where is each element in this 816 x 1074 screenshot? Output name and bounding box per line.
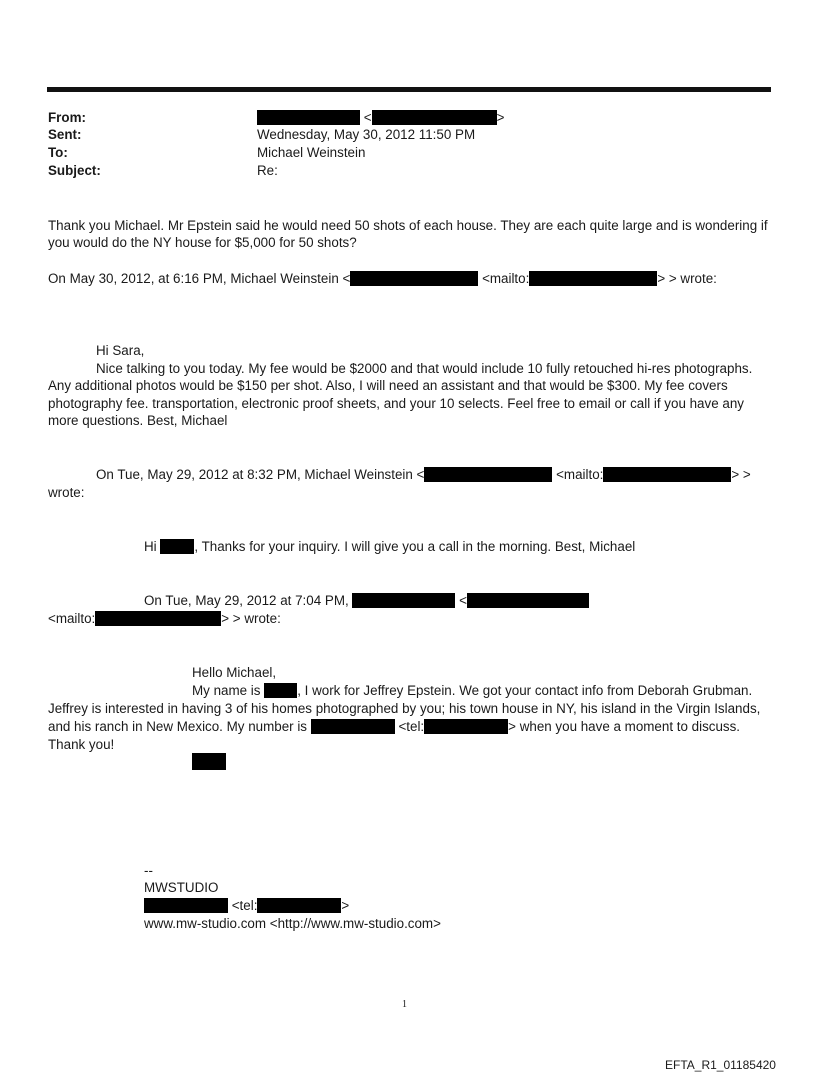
message-line: Hi , Thanks for your inquiry. I will give you a call in the morning. Best, Michael: [144, 539, 636, 554]
reply-line: you would do the NY house for $5,000 for 50 shots?: [48, 235, 357, 250]
quote-header: On May 30, 2012, at 6:16 PM, Michael Weinstein < <mailto: > > wrote:: [48, 271, 717, 286]
redaction-block: [192, 753, 226, 770]
redaction-block: [350, 271, 478, 286]
header-rule: [47, 87, 771, 92]
quote-header: On Tue, May 29, 2012 at 7:04 PM, <: [144, 592, 589, 609]
redaction-block: [424, 719, 508, 734]
redaction-block: [424, 467, 552, 482]
message-line: Any additional photos would be $150 per shot. Also, I will need an assistant and that would be $300. My fee covers: [48, 378, 728, 393]
redaction-block: [95, 611, 221, 626]
quote-header: On Tue, May 29, 2012 at 8:32 PM, Michael Weinstein < <mailto: > >: [96, 467, 751, 482]
message-line: Nice talking to you today. My fee would be $2000 and that would include 10 fully retouched hi-res photographs.: [96, 361, 753, 376]
redaction-block: [603, 467, 731, 482]
from-value: < >: [257, 109, 504, 126]
message-line: Jeffrey is interested in having 3 of his homes photographed by you; his town house in NY, his island in the Virgin Islands,: [48, 701, 761, 716]
greeting: Hello Michael,: [192, 665, 277, 680]
redaction-block: [257, 110, 360, 125]
message-line: more questions. Best, Michael: [48, 413, 228, 428]
to-label: To:: [48, 145, 68, 160]
sent-label: Sent:: [48, 127, 82, 142]
redaction-block: [311, 719, 395, 734]
redaction-block: [529, 271, 657, 286]
subject-label: Subject:: [48, 163, 101, 178]
sent-value: Wednesday, May 30, 2012 11:50 PM: [257, 127, 476, 142]
redaction-block: [467, 593, 589, 608]
signature-studio: MWSTUDIO: [144, 880, 219, 895]
redaction-block: [372, 110, 497, 125]
quote-wrote: wrote:: [48, 485, 85, 500]
redaction-block: [144, 898, 228, 913]
subject-value: Re:: [257, 163, 278, 178]
signature-website: www.mw-studio.com <http://www.mw-studio.com>: [144, 916, 441, 931]
quote-header: <mailto: > > wrote:: [48, 611, 281, 626]
redaction-block: [264, 683, 297, 698]
redaction-block: [160, 539, 194, 554]
redaction-block: [352, 593, 455, 608]
from-label: From:: [48, 110, 86, 125]
message-line: photography fee. transportation, electronic proof sheets, and your 10 selects. Feel free to email or call if you have any: [48, 396, 744, 411]
greeting: Hi Sara,: [96, 343, 145, 358]
message-line: and his ranch in New Mexico. My number is <tel: > when you have a moment to discuss.: [48, 719, 741, 734]
page-number: 1: [402, 999, 407, 1010]
message-line: My name is , I work for Jeffrey Epstein. We got your contact info from Deborah Grubman.: [192, 683, 753, 698]
redacted-signature: [192, 753, 226, 771]
redaction-block: [257, 898, 341, 913]
message-line: Thank you!: [48, 737, 115, 752]
document-id: EFTA_R1_01185420: [665, 1058, 776, 1072]
to-value: Michael Weinstein: [257, 145, 366, 160]
signature-dashes: --: [144, 863, 153, 878]
reply-line: Thank you Michael. Mr Epstein said he would need 50 shots of each house. They are each quite large and is wondering if: [48, 218, 768, 233]
signature-phone: <tel: >: [144, 897, 349, 914]
